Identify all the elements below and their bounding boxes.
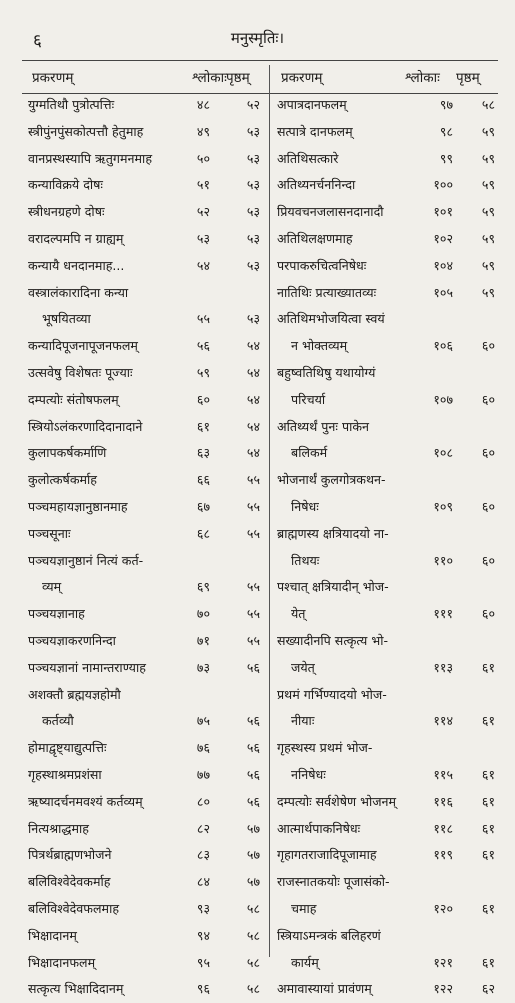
entry-title: युग्मतिथौ पुत्रोत्पत्तिः: [28, 97, 115, 112]
entry-title: भूषयितव्या: [42, 311, 91, 327]
entry-title: दम्पत्योः संतोषफलम्: [28, 391, 119, 407]
shloka-number: ११३: [433, 659, 453, 675]
index-entry: [24, 494, 264, 521]
top-rule: [22, 60, 498, 61]
shloka-number: १०७: [433, 391, 453, 407]
shloka-number: ७६: [196, 740, 210, 756]
index-entry: [24, 467, 264, 494]
entry-title: पञ्चसूनाः: [28, 525, 71, 541]
shloka-number: १०२: [433, 230, 453, 246]
shloka-heading: श्लोकाः: [192, 70, 227, 86]
entry-title: वानप्रस्थस्यापि ऋतुगमनमाह: [28, 150, 153, 166]
entry-title: येत्: [291, 606, 306, 622]
entry-title: पश्चात् क्षत्रियादीन् भोज-: [277, 579, 389, 595]
page-ref: ५४: [246, 364, 260, 380]
index-entry: [24, 601, 264, 628]
entries-list: [273, 92, 498, 1003]
entries-list: [24, 92, 264, 1003]
entry-title: पञ्चयज्ञानुष्ठानं नित्यं कर्त-: [28, 552, 144, 568]
shloka-number: ६३: [196, 445, 210, 461]
shloka-number: ५२: [196, 204, 210, 220]
page-ref: ५७: [246, 874, 260, 890]
shloka-number: १११: [433, 606, 453, 622]
page-ref: ५५: [246, 579, 260, 595]
page-ref: ५२: [246, 97, 260, 112]
shloka-number: ११४: [433, 713, 453, 729]
entry-title: ब्राह्मणस्य क्षत्रियादयो ना-: [277, 525, 389, 541]
entry-title: ऋष्यादर्चनमवश्यं कर्तव्यम्: [28, 793, 143, 809]
shloka-number: ९३: [196, 900, 210, 916]
page-ref: ५३: [246, 311, 260, 327]
page-ref: ६१: [481, 766, 495, 782]
entry-title: बलिविश्वेदेवफलमाह: [28, 900, 120, 916]
index-entry: [273, 119, 498, 146]
shloka-number: ९५: [196, 954, 210, 970]
shloka-number: ८३: [196, 847, 210, 863]
entry-title: दम्पत्योः सर्वशेषेण भोजनम्: [277, 793, 397, 809]
index-entry: [24, 92, 264, 119]
page-ref: ६०: [481, 552, 495, 568]
entry-title: ननिषेधः: [291, 766, 326, 782]
entry-title: अतिथिमभोजयित्वा स्वयं: [277, 311, 385, 327]
entry-title: बलिकर्म: [291, 445, 328, 461]
shloka-number: ७३: [196, 659, 210, 675]
index-entry: [273, 199, 498, 226]
page-ref: ५४: [246, 338, 260, 354]
page-ref: ५४: [246, 418, 260, 434]
page-ref: ५३: [246, 177, 260, 193]
page-ref: ५६: [246, 740, 260, 756]
entry-title: कुलापकर्षकर्माणि: [28, 445, 107, 461]
page-ref: ५६: [246, 793, 260, 809]
page-ref: ५३: [246, 150, 260, 166]
index-entry: [24, 548, 264, 602]
column-divider: [269, 65, 270, 957]
entry-title: चमाह: [291, 900, 317, 916]
index-entry: [273, 253, 498, 280]
entry-title: आत्मार्थपाकनिषेधः: [277, 820, 361, 836]
page-ref: ६१: [481, 954, 495, 970]
entry-title: न भोक्तव्यम्: [291, 338, 348, 354]
page-ref: ५५: [246, 632, 260, 648]
entry-title: नीयाः: [291, 713, 315, 729]
shloka-number: ६८: [196, 525, 210, 541]
shloka-number: ९६: [196, 981, 210, 997]
index-entry: [273, 92, 498, 119]
index-entry: [24, 923, 264, 950]
page-heading: पृष्ठम्: [456, 70, 480, 86]
entry-title: प्रियवचनजलासनदानादौ: [277, 204, 384, 220]
shloka-number: ७७: [196, 766, 210, 782]
page-ref: ५९: [481, 230, 495, 246]
entry-title: पञ्चयज्ञानां नामान्तराण्याह: [28, 659, 146, 675]
index-entry: [24, 735, 264, 762]
index-entry: [24, 280, 264, 334]
shloka-number: ६९: [196, 579, 210, 595]
column-head: [24, 66, 264, 92]
page-ref: ६०: [481, 391, 495, 407]
index-entry: [24, 440, 264, 467]
entry-title: वस्त्रालंकारादिना कन्या: [28, 284, 129, 300]
index-entry: [24, 226, 264, 253]
page-ref: ५९: [481, 257, 495, 273]
entry-title: नित्यश्राद्धमाह: [28, 820, 89, 836]
page-ref: ५६: [246, 713, 260, 729]
entry-title: सख्यादीनपि सत्कृत्य भो-: [277, 632, 389, 648]
page-ref: ५५: [246, 472, 260, 488]
index-entry: [273, 226, 498, 253]
index-entry: [24, 682, 264, 736]
page-ref: ५५: [246, 606, 260, 622]
shloka-number: ५१: [196, 177, 210, 193]
index-entry: [24, 655, 264, 682]
index-entry: [273, 172, 498, 199]
page-ref: ६०: [481, 445, 495, 461]
page-number: ६: [33, 31, 42, 51]
entry-title: पञ्चयज्ञाकरणनिन्दा: [28, 632, 116, 648]
shloka-number: ११५: [433, 766, 453, 782]
page-ref: ६१: [481, 900, 495, 916]
page-ref: ६०: [481, 498, 495, 514]
index-entry: [273, 682, 498, 736]
shloka-number: ५६: [196, 338, 210, 354]
entry-title: भिक्षादानफलम्: [28, 954, 96, 970]
entry-title: गृहागतराजादिपूजामाह: [277, 847, 377, 863]
index-entry: [273, 869, 498, 923]
index-entry: [24, 199, 264, 226]
index-entry: [273, 280, 498, 307]
index-entry: [273, 923, 498, 977]
page-ref: ५३: [246, 204, 260, 220]
shloka-number: ११८: [433, 820, 453, 836]
entry-title: प्रथमं गर्भिण्यादयो भोज-: [277, 686, 387, 702]
page-ref: ५८: [246, 981, 260, 997]
index-entry: [273, 414, 498, 468]
entry-title: कार्यम्: [291, 954, 319, 970]
shloka-number: ११९: [433, 847, 453, 863]
entry-title: जयेत्: [291, 659, 315, 675]
index-entry: [273, 735, 498, 789]
shloka-number: ८०: [196, 793, 210, 809]
index-entry: [24, 762, 264, 789]
entry-title: पञ्चयज्ञानाह: [28, 606, 85, 622]
shloka-number: ७१: [196, 632, 210, 648]
page-ref: ६१: [481, 713, 495, 729]
index-entry: [24, 628, 264, 655]
entry-title: निषेधः: [291, 498, 319, 514]
index-entry: [24, 950, 264, 977]
shloka-number: ९८: [439, 123, 453, 139]
shloka-number: १०५: [433, 284, 453, 300]
entry-title: होमाद्वृष्ट्याद्युत्पत्तिः: [28, 740, 107, 756]
index-entry: [24, 333, 264, 360]
shloka-number: ९७: [439, 97, 453, 112]
entry-title: परपाकरुचित्वनिषेधः: [277, 257, 367, 273]
entry-title: राजस्नातकयोः पूजासंको-: [277, 874, 390, 890]
page-ref: ६२: [481, 981, 495, 997]
entry-title: स्त्रीधनग्रहणे दोषः: [28, 204, 105, 220]
page-ref: ५३: [246, 257, 260, 273]
index-entry: [273, 146, 498, 173]
index-entry: [273, 628, 498, 682]
page-ref: ५९: [481, 150, 495, 166]
entry-title: कुलोत्कर्षकर्माह: [28, 472, 97, 488]
entry-title: पित्रर्थब्राह्मणभोजने: [28, 847, 112, 863]
entry-title: अतिथिसत्कारे: [277, 150, 339, 166]
entry-title: स्त्रीपुंनपुंसकोत्पत्तौ हेतुमाह: [28, 123, 144, 139]
page-ref: ६१: [481, 793, 495, 809]
shloka-number: ५९: [196, 364, 210, 380]
index-entry: [24, 869, 264, 896]
page-ref: ५८: [246, 954, 260, 970]
topic-heading: प्रकरणम्: [281, 70, 323, 86]
entry-title: अमावास्यायां प्रावंणम्: [277, 981, 372, 997]
shloka-number: ८४: [196, 874, 210, 890]
shloka-number: ९९: [439, 150, 453, 166]
page-ref: ५५: [246, 525, 260, 541]
entry-title: सत्कृत्य भिक्षादिदानम्: [28, 981, 124, 997]
entry-title: सत्पात्रे दानफलम्: [277, 123, 353, 139]
shloka-number: १००: [433, 177, 453, 193]
index-entry: [24, 789, 264, 816]
index-entry: [273, 816, 498, 843]
shloka-number: १०९: [433, 498, 453, 514]
page-ref: ५३: [246, 123, 260, 139]
shloka-number: ८२: [196, 820, 210, 836]
entry-title: तिथयः: [291, 552, 320, 568]
page-ref: ५९: [481, 177, 495, 193]
index-entry: [273, 521, 498, 575]
shloka-number: ७५: [196, 713, 210, 729]
index-entry: [24, 119, 264, 146]
index-entry: [24, 521, 264, 548]
entry-title: बहुष्वतिथिषु यथायोग्यं: [277, 364, 376, 380]
shloka-number: १०८: [433, 445, 453, 461]
page-ref: ६०: [481, 338, 495, 354]
entry-title: कन्यायै धनदानमाह...: [28, 257, 125, 273]
entry-title: अतिथिलक्षणमाह: [277, 230, 353, 246]
entry-title: नातिथिः प्रत्याख्यातव्यः: [277, 284, 377, 300]
entry-title: कन्याविक्रये दोषः: [28, 177, 103, 193]
shloka-number: ६०: [196, 391, 210, 407]
entry-title: उत्सवेषु विशेषतः पूज्याः: [28, 364, 133, 380]
shloka-number: ११०: [433, 552, 453, 568]
index-entry: [24, 896, 264, 923]
index-column-left: [24, 66, 264, 1003]
entry-title: अतिथ्यनर्चननिन्दा: [277, 177, 356, 193]
index-entry: [24, 976, 264, 1003]
index-entry: [24, 387, 264, 414]
shloka-number: ६६: [196, 472, 210, 488]
page-ref: ६१: [481, 659, 495, 675]
entry-title: अपात्रदानफलम्: [277, 97, 347, 112]
page-ref: ५८: [246, 900, 260, 916]
index-entry: [24, 146, 264, 173]
shloka-number: ५३: [196, 230, 210, 246]
entry-title: गृहस्थाश्रमप्रशंसा: [28, 766, 102, 782]
shloka-number: ४९: [196, 123, 210, 139]
index-entry: [24, 842, 264, 869]
page-ref: ५६: [246, 766, 260, 782]
running-header: [0, 28, 515, 50]
index-entry: [24, 253, 264, 280]
entry-title: गृहस्थस्य प्रथमं भोज-: [277, 740, 373, 756]
page-ref: ६१: [481, 847, 495, 863]
page-ref: ५६: [246, 659, 260, 675]
index-entry: [24, 816, 264, 843]
index-entry: [24, 414, 264, 441]
shloka-number: ७०: [196, 606, 210, 622]
index-entry: [273, 306, 498, 360]
page-ref: ५८: [481, 97, 495, 112]
entry-title: कन्यादिपूजनापूजनफलम्: [28, 338, 138, 354]
shloka-number: ६१: [196, 418, 210, 434]
index-entry: [24, 360, 264, 387]
index-entry: [273, 467, 498, 521]
page-ref: ५९: [481, 123, 495, 139]
entry-title: अतिथ्यर्थं पुनः पाकेन: [277, 418, 370, 434]
page-ref: ५८: [246, 927, 260, 943]
entry-title: कर्तव्यौ: [42, 713, 74, 729]
shloka-heading: श्लोकाः: [405, 70, 440, 86]
index-entry: [273, 360, 498, 414]
shloka-number: ६७: [196, 498, 210, 514]
shloka-number: ५५: [196, 311, 210, 327]
entry-title: वरादल्पमपि न ग्राह्यम्: [28, 230, 124, 246]
index-entry: [24, 172, 264, 199]
shloka-number: १२१: [433, 954, 453, 970]
page-ref: ५७: [246, 847, 260, 863]
entry-title: स्त्रियोऽलंकरणादिदानादाने: [28, 418, 143, 434]
page-ref: ५४: [246, 391, 260, 407]
page-ref: ५५: [246, 498, 260, 514]
entry-title: स्त्रियाऽमन्त्रकं बलिहरणं: [277, 927, 381, 943]
shloka-number: ५४: [196, 257, 210, 273]
shloka-number: १०४: [433, 257, 453, 273]
page-ref: ५९: [481, 284, 495, 300]
running-title: मनुस्मृतिः।: [230, 29, 285, 47]
index-entry: [273, 789, 498, 816]
page-ref: ५९: [481, 204, 495, 220]
index-entry: [273, 976, 498, 1003]
shloka-number: ९४: [196, 927, 210, 943]
entry-title: परिचर्या: [291, 391, 326, 407]
shloka-number: ११६: [433, 793, 453, 809]
page-ref: ५७: [246, 820, 260, 836]
shloka-number: १०१: [433, 204, 453, 220]
page-ref: ५४: [246, 445, 260, 461]
shloka-number: १०६: [433, 338, 453, 354]
entry-title: व्यम्: [42, 579, 62, 595]
page-heading: पृष्ठम्: [226, 70, 250, 86]
shloka-number: ५०: [196, 150, 210, 166]
entry-title: बलिविश्वेदेवकर्माह: [28, 874, 111, 890]
page-ref: ६१: [481, 820, 495, 836]
shloka-number: १२२: [433, 981, 453, 997]
index-entry: [273, 574, 498, 628]
shloka-number: ४८: [196, 97, 210, 112]
entry-title: पञ्चमहायज्ञानुष्ठानमाह: [28, 498, 128, 514]
entry-title: भिक्षादानम्: [28, 927, 77, 943]
page-ref: ५३: [246, 230, 260, 246]
column-head: [273, 66, 498, 92]
entry-title: भोजनार्थं कुलगोत्रकथन-: [277, 472, 386, 488]
index-column-right: [273, 66, 498, 1003]
index-entry: [273, 842, 498, 869]
topic-heading: प्रकरणम्: [32, 70, 74, 86]
shloka-number: १२०: [433, 900, 453, 916]
entry-title: अशक्तौ ब्रह्मयज्ञहोमौ: [28, 686, 121, 702]
page-ref: ६०: [481, 606, 495, 622]
